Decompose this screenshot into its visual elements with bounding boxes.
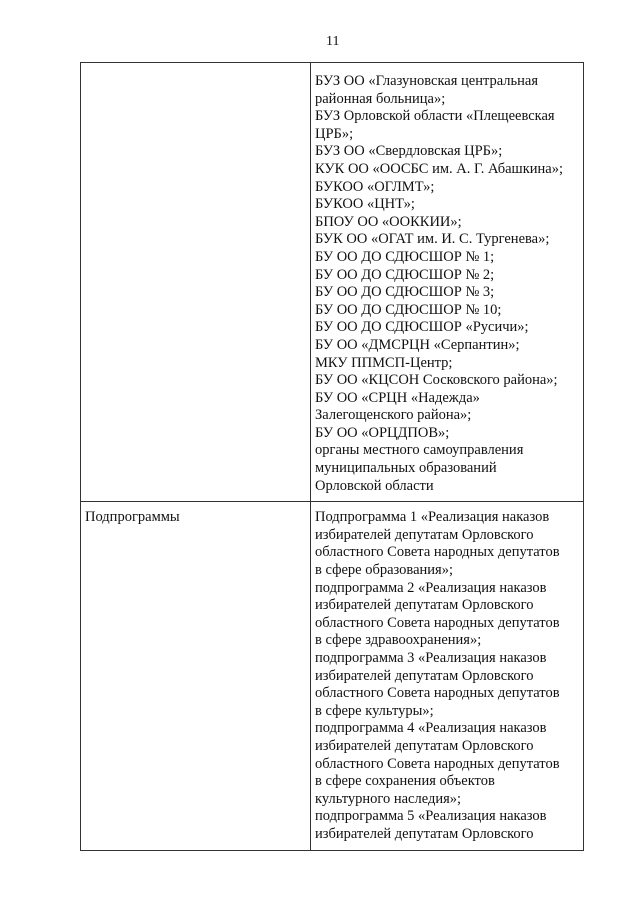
- text-line: БУ ОО ДО СДЮСШОР № 3;: [315, 284, 495, 301]
- text-line: БУ ОО ДО СДЮСШОР № 2;: [315, 266, 495, 283]
- text-line: БУ ОО ДО СДЮСШОР № 1;: [315, 248, 495, 265]
- text-line: областного Совета народных депутатов: [315, 544, 560, 561]
- text-line: БУК ОО «ОГАТ им. И. С. Тургенева»;: [315, 231, 550, 248]
- text-line: БУЗ ОО «Свердловская ЦРБ»;: [315, 143, 503, 160]
- text-line: БПОУ ОО «ООККИИ»;: [315, 213, 462, 230]
- row-label: [81, 63, 311, 502]
- row-value-subprograms: [311, 502, 584, 850]
- text-line: избирателей депутатам Орловского: [315, 737, 534, 754]
- text-line: в сфере образования»;: [315, 562, 453, 579]
- text-line: КУК ОО «ООСБС им. А. Г. Абашкина»;: [315, 160, 563, 177]
- text-line: БУ ОО ДО СДЮСШОР № 10;: [315, 301, 502, 318]
- text-line: подпрограмма 3 «Реализация наказов: [315, 650, 547, 666]
- text-line: БУЗ Орловской области «Плещеевская: [315, 108, 555, 125]
- table-row: [81, 63, 584, 502]
- text-line: Залегощенского района»;: [315, 407, 472, 424]
- text-line: Орловской области: [315, 477, 434, 494]
- table-row: [81, 502, 584, 850]
- text-line: избирателей депутатам Орловского: [315, 825, 534, 842]
- text-line: в сфере культуры»;: [315, 702, 434, 719]
- text-line: в сфере здравоохранения»;: [315, 632, 482, 649]
- text-line: областного Совета народных депутатов: [315, 755, 560, 772]
- page-number: 11: [326, 34, 340, 49]
- text-line: БУКОО «ОГЛМТ»;: [315, 178, 435, 195]
- text-line: БУ ОО «ОРЦДПОВ»;: [315, 424, 450, 441]
- text-line: подпрограмма 5 «Реализация наказов: [315, 808, 547, 825]
- text-line: районная больница»;: [315, 90, 446, 107]
- text-line: ЦРБ»;: [315, 125, 354, 142]
- row-label-subprograms: Подпрограммы: [81, 502, 311, 850]
- text-line: БУ ОО «ДМСРЦН «Серпантин»;: [315, 336, 520, 353]
- text-line: избирателей депутатам Орловского: [315, 667, 534, 684]
- text-line: культурного наследия»;: [315, 790, 462, 807]
- text-line: Подпрограмма 1 «Реализация наказов: [315, 509, 550, 526]
- text-line: избирателей депутатам Орловского: [315, 526, 534, 543]
- text-line: БУ ОО ДО СДЮСШОР «Русичи»;: [315, 319, 529, 336]
- text-line: муниципальных образований: [315, 460, 497, 477]
- text-line: подпрограмма 2 «Реализация наказов: [315, 579, 547, 596]
- text-line: БУ ОО «СРЦН «Надежда»: [315, 389, 480, 406]
- text-line: областного Совета народных депутатов: [315, 685, 560, 702]
- program-passport-table: [80, 62, 584, 851]
- text-line: БУ ОО «КЦСОН Сосковского района»;: [315, 372, 558, 389]
- text-line: в сфере сохранения объектов: [315, 773, 495, 790]
- text-line: подпрограмма 4 «Реализация наказов: [315, 720, 547, 737]
- row-value: [311, 63, 584, 502]
- text-line: областного Совета народных депутатов: [315, 614, 560, 631]
- text-line: БУЗ ОО «Глазуновская центральная: [315, 73, 538, 89]
- text-line: МКУ ППМСП-Центр;: [315, 354, 453, 371]
- text-line: БУКОО «ЦНТ»;: [315, 196, 415, 213]
- text-line: органы местного самоуправления: [315, 442, 524, 459]
- text-line: избирателей депутатам Орловского: [315, 597, 534, 614]
